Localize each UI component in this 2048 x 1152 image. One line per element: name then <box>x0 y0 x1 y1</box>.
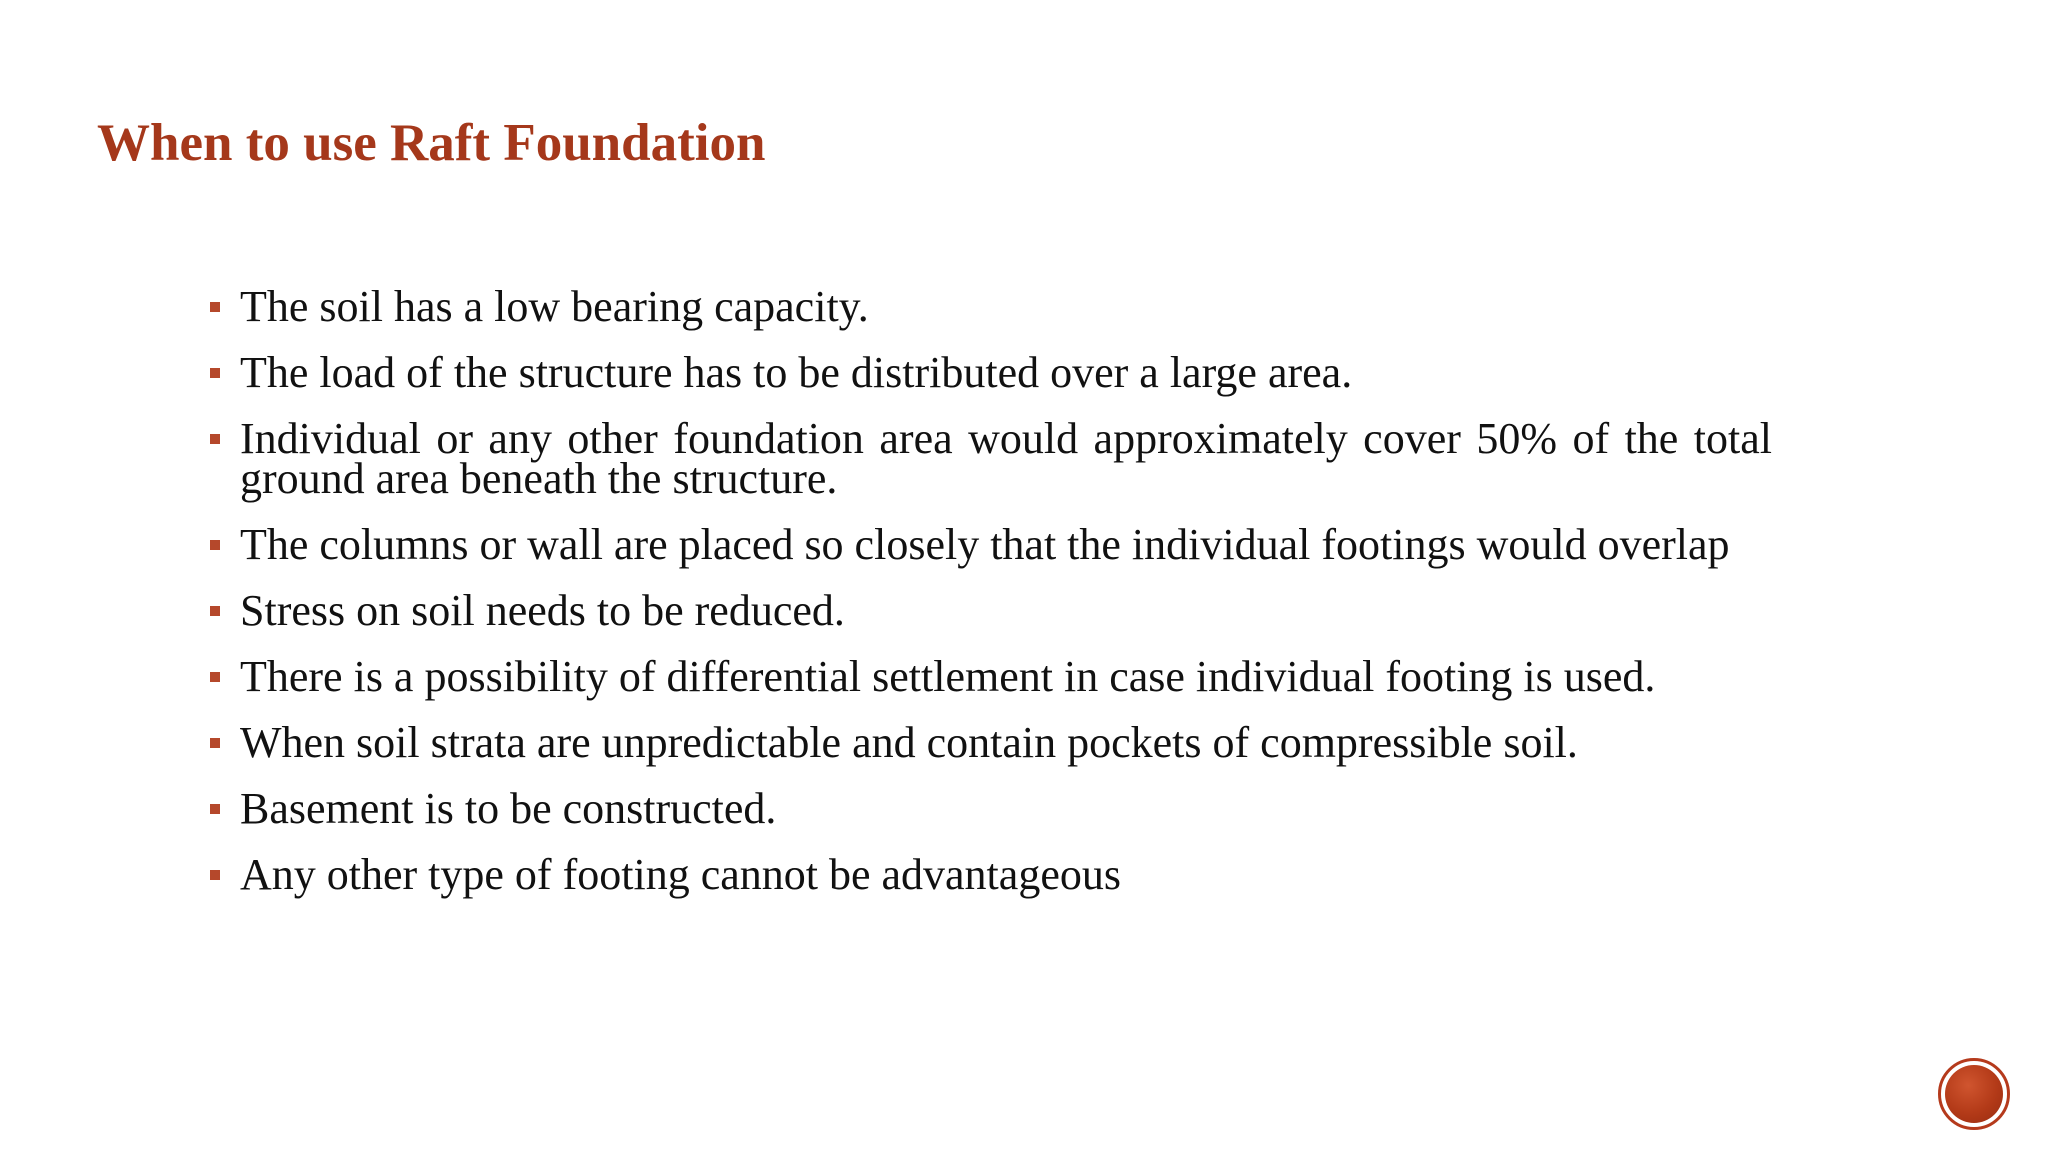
circle-nav-icon <box>1945 1065 2003 1123</box>
bullet-text: Basement is to be constructed. <box>240 784 777 833</box>
bullet-item <box>210 348 1772 397</box>
square-bullet-icon <box>210 738 220 748</box>
bullet-text: Any other type of footing cannot be advantageous <box>240 850 1121 899</box>
square-bullet-icon <box>210 540 220 550</box>
bullet-item <box>210 586 1772 635</box>
bullet-item <box>210 850 1772 899</box>
bullet-text: The soil has a low bearing capacity. <box>240 282 869 331</box>
bullet-item <box>210 784 1772 833</box>
bullet-text: There is a possibility of differential settlement in case individual footing is used. <box>240 652 1656 701</box>
slide-nav-button[interactable] <box>1938 1058 2010 1130</box>
bullet-item <box>210 282 1772 331</box>
bullet-item <box>210 652 1772 701</box>
square-bullet-icon <box>210 302 220 312</box>
slide-title: When to use Raft Foundation <box>97 114 766 172</box>
bullet-item <box>210 718 1772 767</box>
square-bullet-icon <box>210 870 220 880</box>
bullet-text: The columns or wall are placed so closely that the individual footings would overlap <box>240 520 1730 569</box>
square-bullet-icon <box>210 672 220 682</box>
square-bullet-icon <box>210 804 220 814</box>
square-bullet-icon <box>210 368 220 378</box>
bullet-item <box>210 414 1772 503</box>
bullet-text: The load of the structure has to be distributed over a large area. <box>240 348 1353 397</box>
bullet-text: Individual or any other foundation area would approximately cover 50% of the total ground area beneath the structure. <box>240 414 1772 503</box>
bullet-text: Stress on soil needs to be reduced. <box>240 586 845 635</box>
bullet-list <box>210 282 1772 921</box>
bullet-item <box>210 520 1772 569</box>
square-bullet-icon <box>210 606 220 616</box>
bullet-text: When soil strata are unpredictable and contain pockets of compressible soil. <box>240 718 1578 767</box>
square-bullet-icon <box>210 434 220 444</box>
